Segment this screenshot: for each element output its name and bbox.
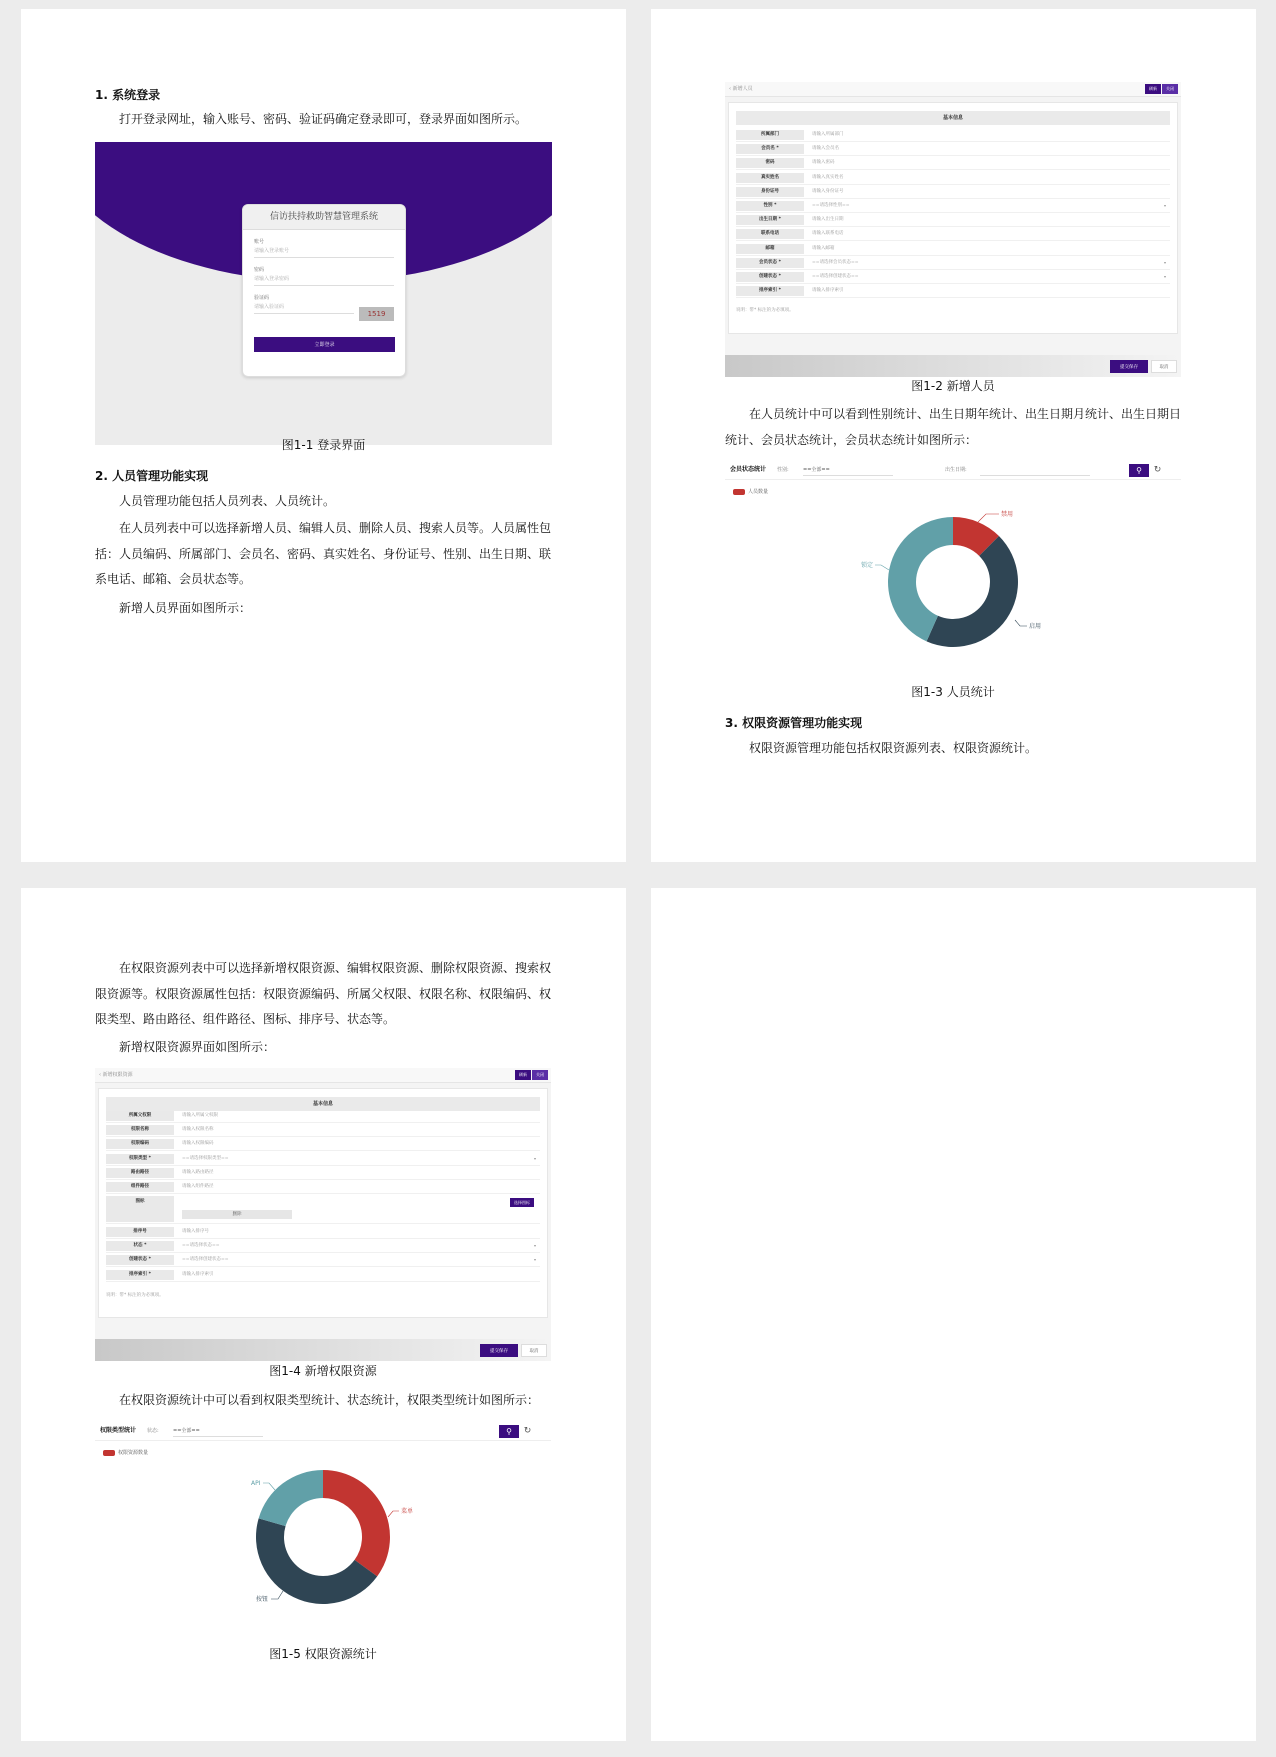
section-1-text: 打开登录网址，输入账号、密码、验证码确定登录即可，登录界面如图所示。 [119, 112, 528, 126]
add-resource-screenshot [95, 1068, 551, 1361]
form-row [106, 1138, 540, 1151]
form-row [736, 228, 1170, 241]
form-input[interactable]: 请输入身份证号 [812, 188, 844, 194]
refresh-button[interactable]: 刷新 [515, 1070, 531, 1080]
document-page-1 [21, 9, 626, 862]
add-person-screenshot [725, 82, 1181, 377]
form-row [106, 1269, 540, 1282]
login-card [242, 204, 406, 377]
form-input[interactable]: 请输入排序索引 [182, 1271, 214, 1277]
form-field-label: 状态 * [106, 1241, 174, 1251]
form-input[interactable]: 请输入邮箱 [812, 245, 835, 251]
form-input[interactable]: 请输入路由路径 [182, 1169, 214, 1175]
refresh-button[interactable]: 刷新 [1145, 84, 1161, 94]
stat-title: 会员状态统计 [730, 466, 767, 473]
gender-filter-label: 性别: [777, 467, 789, 473]
form-input[interactable]: 请输入真实姓名 [812, 174, 844, 180]
form-row [106, 1110, 540, 1123]
section-2-paragraph-3: 新增人员界面如图所示： [119, 601, 252, 615]
icon-label: 图标 [106, 1196, 174, 1222]
resource-stat-screenshot [95, 1422, 551, 1622]
form-field-label: 出生日期 * [736, 215, 804, 225]
form-field-label: 所属部门 [736, 130, 804, 140]
form-field-label: 组件路径 [106, 1182, 174, 1192]
document-page-3 [21, 888, 626, 1741]
submit-save-button[interactable]: 提交保存 [480, 1344, 518, 1357]
label-enabled: 启用 [1029, 623, 1042, 630]
form-field-label: 会员名 * [736, 144, 804, 154]
password-input[interactable]: 请输入登录密码 [254, 274, 394, 286]
close-button[interactable]: 关闭 [1162, 84, 1178, 94]
cancel-button[interactable]: 取消 [521, 1344, 547, 1357]
form-input[interactable]: 请输入排序索引 [812, 288, 844, 294]
gender-filter-select[interactable]: ==全部== [803, 465, 893, 476]
legend-label: 权限资源数量 [118, 1450, 149, 1456]
form-input[interactable]: 请输入出生日期 [812, 217, 844, 223]
form-select[interactable]: ==请选择创建状态== [182, 1257, 229, 1263]
form-row [736, 186, 1170, 199]
login-title: 信访扶持救助智慧管理系统 [243, 205, 405, 230]
status-filter-label: 状态: [147, 1428, 159, 1434]
refresh-icon[interactable]: ↻ [1153, 465, 1162, 475]
slice-enabled[interactable] [927, 536, 1018, 647]
label-api: API [251, 1480, 261, 1487]
form-row [736, 214, 1170, 227]
form-field-label: 排序号 [106, 1227, 174, 1237]
section-1-heading: 1. 系统登录 [95, 88, 161, 102]
form-row [736, 129, 1170, 142]
figure-1-5-caption: 图1-5 权限资源统计 [269, 1647, 377, 1661]
form-row [106, 1124, 540, 1137]
section-header: 基本信息 [736, 111, 1170, 125]
form-select[interactable]: ==请选择会员状态== [812, 259, 859, 265]
section-3-heading: 3. 权限资源管理功能实现 [725, 716, 863, 730]
chevron-down-icon[interactable]: ▾ [1163, 203, 1166, 208]
account-input[interactable]: 请输入登录账号 [254, 246, 394, 258]
search-icon: ⚲ [506, 1427, 512, 1436]
document-page-2 [651, 9, 1256, 862]
chevron-down-icon[interactable]: ▾ [533, 1155, 536, 1161]
form-select[interactable]: ==请选择创建状态== [812, 274, 859, 279]
form-field-label: 性别 * [736, 201, 804, 211]
form-input[interactable]: 请输入所属部门 [812, 132, 844, 137]
form-field-label: 路由路径 [106, 1168, 174, 1178]
login-screenshot [95, 142, 552, 445]
select-icon-button[interactable]: 选择图标 [510, 1198, 534, 1207]
form-input[interactable]: 请输入密码 [812, 160, 835, 166]
chevron-down-icon[interactable]: ▾ [1163, 274, 1166, 279]
permission-type-donut [95, 1422, 551, 1622]
section-header: 基本信息 [106, 1097, 540, 1111]
cancel-button[interactable]: 取消 [1151, 360, 1177, 373]
form-panel [98, 1088, 548, 1318]
form-field-label: 身份证号 [736, 187, 804, 197]
member-status-donut [725, 461, 1181, 661]
form-row [106, 1167, 540, 1180]
status-filter-select[interactable]: ==全部== [173, 1426, 263, 1437]
figure-1-3-caption: 图1-3 人员统计 [911, 685, 995, 699]
person-stat-screenshot [725, 461, 1181, 661]
breadcrumb[interactable]: ‹ 新增权限资源 [99, 1072, 133, 1078]
login-button[interactable]: 立即登录 [254, 337, 395, 352]
captcha-input[interactable]: 请输入验证码 [254, 302, 354, 314]
form-field-label: 权限编码 [106, 1139, 174, 1149]
form-input[interactable]: 请输入权限编码 [182, 1141, 214, 1147]
form-field-label: 排序索引 * [106, 1270, 174, 1280]
form-input[interactable]: 请输入联系电话 [812, 231, 844, 237]
form-row [736, 285, 1170, 298]
chevron-down-icon[interactable]: ▾ [1163, 259, 1166, 265]
form-field-label: 创建状态 * [106, 1255, 174, 1265]
form-row [106, 1240, 540, 1253]
birthdate-filter-label: 出生日期: [945, 467, 967, 473]
form-field-label: 权限名称 [106, 1125, 174, 1135]
captcha-image[interactable]: 1519 [359, 307, 394, 321]
section-2-heading: 2. 人员管理功能实现 [95, 469, 209, 483]
figure-1-4-caption: 图1-4 新增权限资源 [269, 1364, 377, 1378]
form-panel [728, 102, 1178, 334]
form-row [736, 143, 1170, 156]
chevron-down-icon[interactable]: ▾ [533, 1243, 536, 1249]
refresh-icon[interactable]: ↻ [523, 1426, 532, 1436]
section-2-paragraph-1: 人员管理功能包括人员列表、人员统计。 [119, 494, 336, 508]
form-note: 说明：带* 标注的为必填项。 [106, 1293, 164, 1298]
section-3-paragraph: 权限资源管理功能包括权限资源列表、权限资源统计。 [749, 741, 1038, 755]
resource-list-paragraph: 在权限资源列表中可以选择新增权限资源、编辑权限资源、删除权限资源、搜索权限资源等。权限资源属性包括：权限资源编码、所属父权限、权限名称、权限编码、权限类型、路由路径、组件路径、图标、排序号、状态等。 [95, 961, 552, 1026]
form-select[interactable]: ==请选择权限类型== [182, 1155, 229, 1161]
delete-icon-button[interactable]: 删除 [182, 1210, 292, 1219]
form-row [736, 257, 1170, 270]
breadcrumb[interactable]: ‹ 新增人员 [729, 86, 753, 92]
form-topbar [725, 82, 1181, 97]
form-input[interactable]: 请输入排序号 [182, 1229, 209, 1234]
captcha-label: 验证码 [254, 295, 270, 301]
section-2-paragraph-2: 在人员列表中可以选择新增人员、编辑人员、删除人员、搜索人员等。人员属性包括：人员编码、所属部门、会员名、密码、真实姓名、身份证号、性别、出生日期、联系电话、邮箱、会员状态等。 [95, 521, 552, 586]
label-menu: 菜单 [401, 1508, 414, 1515]
password-label: 密码 [254, 267, 265, 273]
label-button: 按钮 [256, 1596, 269, 1603]
form-row-icon [106, 1195, 540, 1224]
legend-label: 人员数量 [748, 489, 769, 495]
account-label: 账号 [254, 239, 265, 245]
form-field-label: 创建状态 * [736, 272, 804, 282]
form-field-label: 所属父权限 [106, 1111, 174, 1121]
form-row [736, 157, 1170, 170]
resource-stat-paragraph: 在权限资源统计中可以看到权限类型统计、状态统计，权限类型统计如图所示： [119, 1393, 540, 1407]
form-row [106, 1153, 540, 1166]
form-input[interactable]: 请输入所属父权限 [182, 1113, 218, 1118]
slice-api[interactable] [259, 1470, 323, 1526]
person-stat-paragraph: 在人员统计中可以看到性别统计、出生日期年统计、出生日期月统计、出生日期日统计、会员状态统计，会员状态统计如图所示： [725, 407, 1182, 447]
figure-1-2-caption: 图1-2 新增人员 [911, 379, 995, 393]
add-resource-intro: 新增权限资源界面如图所示： [119, 1040, 276, 1054]
form-field-label: 会员状态 * [736, 258, 804, 268]
form-field-label: 邮箱 [736, 244, 804, 254]
form-row [106, 1254, 540, 1267]
form-row [736, 271, 1170, 284]
form-row [106, 1181, 540, 1194]
form-input[interactable]: 请输入组件路径 [182, 1184, 214, 1189]
figure-1-1-caption: 图1-1 登录界面 [281, 438, 366, 452]
form-select[interactable]: ==请选择状态== [182, 1243, 220, 1249]
submit-save-button[interactable]: 提交保存 [1110, 360, 1148, 373]
form-field-label: 真实姓名 [736, 173, 804, 183]
form-topbar [95, 1068, 551, 1083]
form-row [736, 172, 1170, 185]
close-button[interactable]: 关闭 [532, 1070, 548, 1080]
form-footer [725, 355, 1181, 377]
form-row [106, 1226, 540, 1239]
chevron-down-icon[interactable]: ▾ [533, 1257, 536, 1263]
form-input[interactable]: 请输入权限名称 [182, 1127, 214, 1133]
form-input[interactable]: 请输入会员名 [812, 146, 839, 152]
form-field-label: 密码 [736, 158, 804, 168]
search-icon: ⚲ [1136, 466, 1142, 475]
form-note: 说明：带* 标注的为必填项。 [736, 308, 794, 313]
label-locked: 锁定 [861, 562, 874, 569]
label-disabled: 禁用 [1001, 511, 1014, 518]
stat-title: 权限类型统计 [100, 1427, 137, 1434]
form-field-label: 权限类型 * [106, 1154, 174, 1164]
document-page-4 [651, 888, 1256, 1741]
form-field-label: 排序索引 * [736, 286, 804, 296]
form-row [736, 243, 1170, 256]
form-field-label: 联系电话 [736, 229, 804, 239]
form-row [736, 200, 1170, 213]
slice-menu[interactable] [323, 1470, 390, 1576]
form-footer [95, 1339, 551, 1361]
form-select[interactable]: ==请选择性别== [812, 203, 850, 208]
